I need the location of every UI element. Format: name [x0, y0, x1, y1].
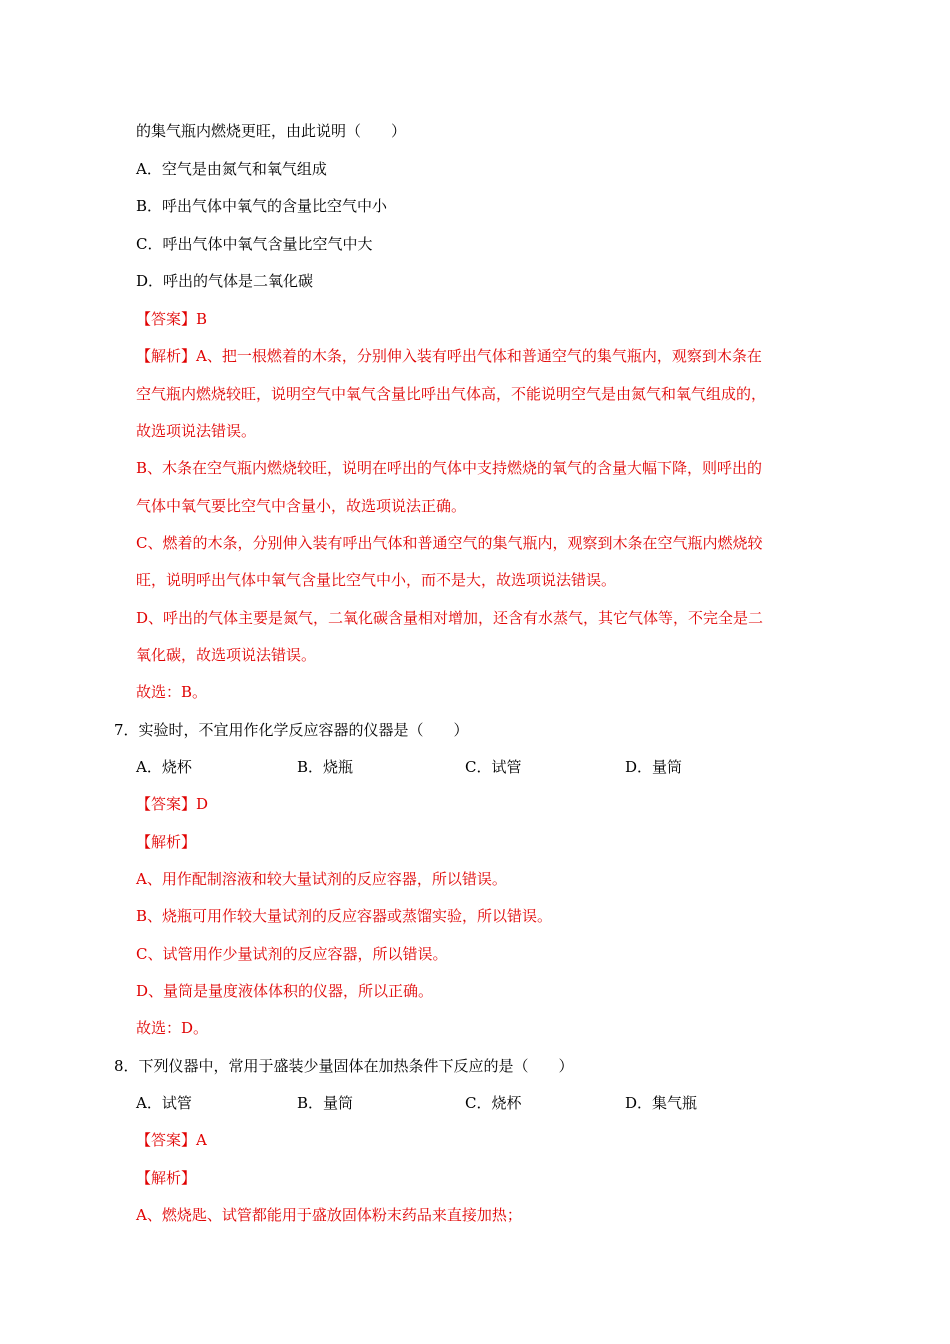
- q8-option-b: B．量筒: [297, 1094, 354, 1112]
- q8-analysis-line-1: A、燃烧匙、试管都能用于盛放固体粉末药品来直接加热；: [136, 1206, 522, 1224]
- q8-option-a: A．试管: [136, 1094, 192, 1112]
- q6-analysis-text: A、把一根燃着的木条，分别伸入装有呼出气体和普通空气的集气瓶内，观察到木条在: [196, 347, 762, 365]
- q6-analysis-line-5: 气体中氧气要比空气中含量小，故选项说法正确。: [136, 497, 467, 515]
- q6-stem-tail: 的集气瓶内燃烧更旺，由此说明（ ）: [136, 122, 407, 140]
- q6-analysis-line-4: B、木条在空气瓶内燃烧较旺，说明在呼出的气体中支持燃烧的氧气的含量大幅下降，则呼出的: [136, 459, 763, 477]
- q8-answer: [136, 1130, 207, 1150]
- q6-analysis-line-9: 氧化碳，故选项说法错误。: [136, 646, 317, 664]
- q7-analysis-line-4: D、量筒是量度液体体积的仪器，所以正确。: [136, 982, 434, 1000]
- q7-answer-label: 【答案】: [136, 795, 197, 813]
- q8-answer-value: A: [196, 1131, 207, 1149]
- q8-option-d: D．集气瓶: [625, 1094, 698, 1112]
- q7-analysis-line-3: C、试管用作少量试剂的反应容器，所以错误。: [136, 945, 448, 963]
- q6-option-a: A．空气是由氮气和氧气组成: [136, 160, 327, 178]
- q6-option-c: C．呼出气体中氧气含量比空气中大: [136, 235, 373, 253]
- q6-analysis-line-1: [136, 346, 762, 366]
- q7-analysis-label: 【解析】: [136, 833, 197, 851]
- q6-answer-value: B: [196, 310, 208, 328]
- q7-answer: [136, 794, 208, 814]
- q8-stem: 8．下列仪器中，常用于盛装少量固体在加热条件下反应的是（ ）: [114, 1057, 574, 1075]
- q6-answer: [136, 309, 207, 329]
- q7-option-a: A．烧杯: [136, 758, 192, 776]
- q7-option-d: D．量筒: [625, 758, 683, 776]
- q7-stem: 7．实验时，不宜用作化学反应容器的仪器是（ ）: [114, 721, 469, 739]
- q7-answer-value: D: [196, 795, 209, 813]
- q6-analysis-line-3: 故选项说法错误。: [136, 422, 257, 440]
- q7-conclusion: 故选：D。: [136, 1019, 209, 1037]
- q6-analysis-label: 【解析】: [136, 347, 197, 365]
- q6-analysis-line-2: 空气瓶内燃烧较旺，说明空气中氧气含量比呼出气体高，不能说明空气是由氮气和氧气组成的，: [136, 385, 767, 403]
- q6-option-b: B．呼出气体中氧气的含量比空气中小: [136, 197, 388, 215]
- q6-analysis-line-8: D、呼出的气体主要是氮气，二氧化碳含量相对增加，还含有水蒸气，其它气体等，不完全是二: [136, 609, 764, 627]
- q6-answer-label: 【答案】: [136, 310, 197, 328]
- q6-conclusion: 故选：B。: [136, 683, 208, 701]
- q7-option-b: B．烧瓶: [297, 758, 354, 776]
- q8-option-c: C．烧杯: [465, 1094, 522, 1112]
- q7-analysis-line-2: B、烧瓶可用作较大量试剂的反应容器或蒸馏实验，所以错误。: [136, 907, 553, 925]
- q6-analysis-line-6: C、燃着的木条，分别伸入装有呼出气体和普通空气的集气瓶内，观察到木条在空气瓶内燃烧较: [136, 534, 763, 552]
- q8-analysis-label: 【解析】: [136, 1169, 197, 1187]
- q6-option-d: D．呼出的气体是二氧化碳: [136, 272, 314, 290]
- q6-analysis-line-7: 旺，说明呼出气体中氧气含量比空气中小，而不是大，故选项说法错误。: [136, 571, 617, 589]
- q8-answer-label: 【答案】: [136, 1131, 197, 1149]
- q7-analysis-line-1: A、用作配制溶液和较大量试剂的反应容器，所以错误。: [136, 870, 507, 888]
- q7-option-c: C．试管: [465, 758, 522, 776]
